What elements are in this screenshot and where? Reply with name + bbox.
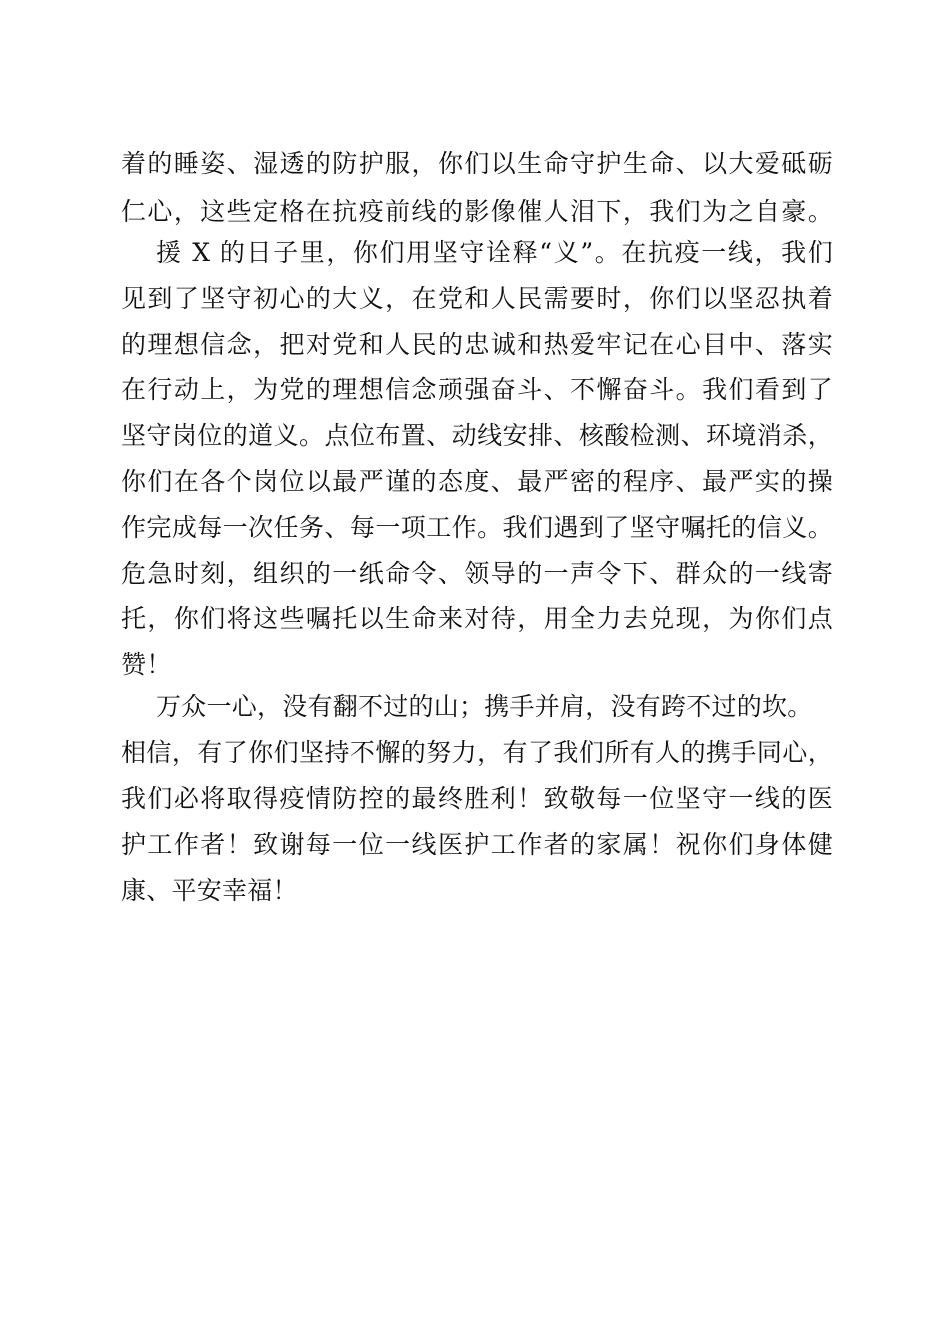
text-line-15: 我们必将取得疫情防控的最终胜利！致敬每一位坚守一线的医 (121, 784, 833, 813)
text-line-8: 你们在各个岗位以最严谨的态度、最严密的程序、最严实的操 (121, 467, 833, 496)
text-line-7: 坚守岗位的道义。点位布置、动线安排、核酸检测、环境消杀， (121, 421, 833, 450)
text-line-14: 相信，有了你们坚持不懈的努力，有了我们所有人的携手同心， (121, 738, 833, 767)
text-line-10: 危急时刻，组织的一纸命令、领导的一声令下、群众的一线寄 (121, 559, 833, 588)
text-line-3: 援 X 的日子里，你们用坚守诠释“义”。在抗疫一线，我们 (156, 238, 833, 267)
text-line-6: 在行动上，为党的理想信念顽强奋斗、不懈奋斗。我们看到了 (121, 375, 833, 404)
text-line-13: 万众一心，没有翻不过的山；携手并肩，没有跨不过的坎。 (156, 692, 813, 721)
text-line-2: 仁心，这些定格在抗疫前线的影像催人泪下，我们为之自豪。 (121, 197, 833, 226)
text-line-5: 的理想信念，把对党和人民的忠诚和热爱牢记在心目中、落实 (121, 330, 833, 359)
text-line-4: 见到了坚守初心的大义，在党和人民需要时，你们以坚忍执着 (121, 284, 833, 313)
text-line-17: 康、平安幸福！ (121, 876, 298, 905)
text-line-9: 作完成每一次任务、每一项工作。我们遇到了坚守嘱托的信义。 (121, 513, 833, 542)
text-line-11: 托，你们将这些嘱托以生命来对待，用全力去兑现，为你们点 (121, 604, 833, 633)
text-line-1: 着的睡姿、湿透的防护服，你们以生命守护生命、以大爱砥砺 (121, 149, 833, 178)
text-line-12: 赞！ (121, 650, 172, 679)
text-line-16: 护工作者！致谢每一位一线医护工作者的家属！祝你们身体健 (121, 830, 833, 859)
